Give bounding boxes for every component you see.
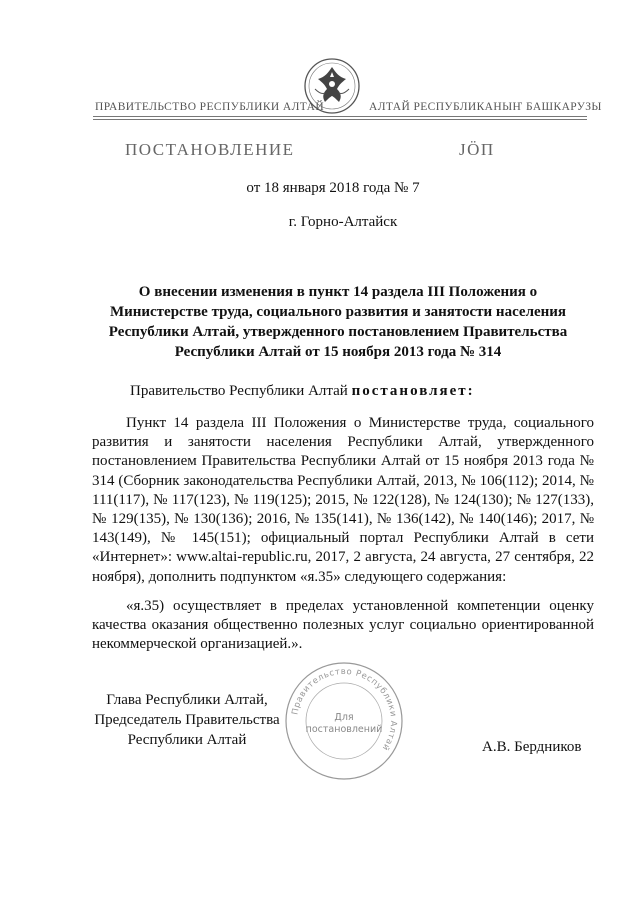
doc-type-ru: ПОСТАНОВЛЕНИЕ: [125, 140, 295, 159]
signatory-position-line1: Глава Республики Алтай,: [106, 692, 268, 708]
body-paragraph-2: «я.35) осуществляет в пределах установленной компетенции оценку качества оказания общественно полезных услуг социально ориентированной некоммерческой организацией.».: [92, 598, 594, 653]
official-stamp: [283, 660, 405, 782]
header-rule-bottom: [93, 119, 587, 120]
document-date: от 18 января 2018 года № 7: [246, 180, 420, 196]
preamble-text: Правительство Республики Алтай: [130, 383, 348, 399]
stamp-center-line1: Для: [334, 712, 354, 723]
preamble: [130, 383, 475, 400]
document-city: г. Горно-Алтайск: [288, 214, 398, 230]
header-org-name-alt: АЛТАЙ РЕСПУБЛИКАНЫҤ БАШКАРУЗЫ: [369, 101, 602, 113]
doc-type-alt: ЈÖП: [459, 140, 495, 159]
signatory-name: А.В. Бердников: [482, 739, 582, 755]
preamble-emphasis: постановляет:: [351, 383, 475, 399]
svg-text:Правительство Республики Алтай: [290, 667, 398, 752]
body-paragraph-1: Пункт 14 раздела III Положения о Министерстве труда, социального развития и занятости населения Республики Алтай, утвержденного постановлением Правительства Республики Алтай от 15 ноября 2013 года № 314 (Сборник законодательства Республики Алтай, 2013, № 106(112); 2014, № 111(117), № 117(123), № 119(125); 2015, № 122(128), № 124(130); № 127(133), № 129(135), № 130(136); 2016, № 135(141), № 136(142), № 140(146); 2017, № 143(149), № 145(151); официальный портал Республики Алтай в сети «Интернет»: www.altai-republic.ru, 2017, 2 августа, 24 августа, 27 сентября, 22 ноября), дополнить подпунктом «я.35» следующего содержания:: [92, 415, 594, 585]
signatory-position-line2: Председатель Правительства: [94, 712, 280, 728]
signatory-position-line3: Республики Алтай: [127, 732, 247, 748]
document-heading: О внесении изменения в пункт 14 раздела III Положения о Министерстве труда, социального развития и занятости населения Республики Алтай, утвержденного постановлением Правительства Республики Алтай от 15 ноября 2013 года № 314: [108, 284, 568, 360]
header-rule-top: [93, 116, 587, 117]
header-org-name-ru: ПРАВИТЕЛЬСТВО РЕСПУБЛИКИ АЛТАЙ: [95, 101, 325, 113]
stamp-ring-text: Правительство Республики Алтай: [290, 666, 399, 753]
signatory-position: [92, 690, 282, 750]
stamp-center-line2: постановлений: [305, 724, 383, 735]
